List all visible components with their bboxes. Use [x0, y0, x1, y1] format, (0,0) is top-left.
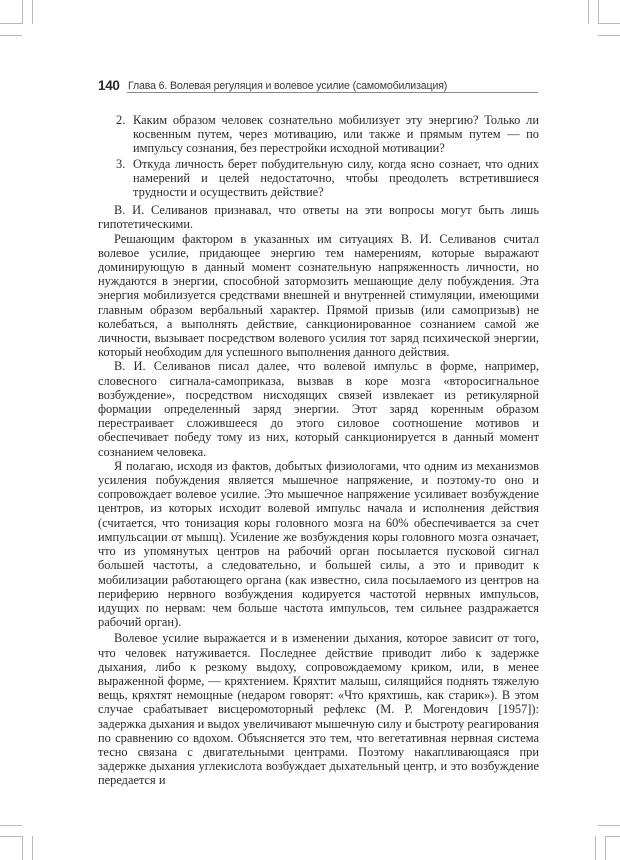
crop-mark-bottom-left-v2	[32, 836, 33, 860]
crop-mark-top-left-h1	[0, 23, 22, 24]
crop-mark-top-right-v2	[598, 0, 599, 24]
crop-mark-bottom-left-h1	[0, 825, 22, 826]
paragraph: Решающим фактором в указанных им ситуациях В. И. Селиванов считал волевое усилие, придающее энергию тем намерениям, которые выражают доминирующую в данный момент сознательную напряженность личности, но нуждаются в энергии, способной затормозить мешающие делу побуждения. Эта энергия мобилизуется средствами внешней и внутренней стимуляции, имеющими главным образом вербальный характер. Прямой призыв (или самопризыв) не колебаться, а выполнять действие, санкционированное сознанием самой же личности, вызывает посредством волевого усилия тот заряд психической энергии, который необходим для успешного выполнения данного действия.	[98, 231, 539, 360]
page-body	[98, 113, 539, 788]
crop-mark-bottom-right-v1	[595, 836, 596, 860]
crop-mark-top-right-h2	[598, 35, 620, 36]
crop-mark-bottom-left-v1	[22, 836, 23, 860]
page-number: 140	[98, 78, 120, 93]
paragraph: Волевое усилие выражается и в изменении дыхания, которое зависит от того, что человек натуживается. Последнее действие приводит либо к задержке дыхания, либо к резкому выдоху, сопровождаемому криком, или, в менее выраженной форме, — кряхтением. Кряхтит малыш, силящийся поднять тяжелую вещь, кряхтят немощные (недаром говорят: «Что кряхтишь, как старик»). В этом случае срабатывает висцеромоторный рефлекс (М. Р. Могендович [1957]): задержка дыхания и выдох увеличивают мышечную силу и быстроту реагирования по сравнению со вдохом. Объясняется это тем, что вегетативная нервная система тесно связана с двигательными центрами. Поэтому накапливающаяся при задержке дыхания углекислота возбуждает дыхательный центр, и это возбуждение передается и	[98, 631, 539, 788]
crop-mark-top-left-h2	[0, 35, 22, 36]
crop-mark-top-right-v1	[588, 0, 589, 24]
crop-mark-bottom-right-h1	[598, 825, 620, 826]
crop-mark-top-left-v2	[32, 0, 33, 24]
crop-mark-top-left-v1	[22, 0, 23, 24]
crop-mark-top-right-h1	[598, 23, 620, 24]
list-item	[98, 113, 539, 156]
chapter-title: Глава 6. Волевая регуляция и волевое усилие (самомобилизация)	[128, 80, 448, 92]
header-rule	[127, 92, 538, 93]
crop-mark-bottom-right-v2	[605, 836, 606, 860]
list-number: 2.	[116, 113, 126, 127]
list-text: Откуда личность берет побудительную силу, когда ясно сознает, что одних намерений и целей недостаточно, чтобы преодолеть встретившиеся трудности и осуществить действие?	[133, 156, 539, 200]
running-header	[98, 78, 540, 94]
crop-mark-bottom-right-h2	[605, 836, 620, 837]
crop-mark-bottom-left-h2	[0, 836, 22, 837]
paragraph: В. И. Селиванов признавал, что ответы на эти вопросы могут быть лишь гипотетическими.	[98, 203, 539, 232]
list-number: 3.	[116, 156, 126, 171]
paragraph: Я полагаю, исходя из фактов, добытых физиологами, что одним из механизмов усиления побуждения является мышечное напряжение, и поэтому-то оно и сопровождает волевое усилие. Это мышечное напряжение усиливает возбуждение центров, из которых исходит волевой импульс начала и исполнения действия (считается, что тонизация коры головного мозга на 60% обеспечивается за счет импульсации от мышц). Усиление же возбуждения коры головного мозга означает, что из упомянутых центров на рабочий орган посылается пусковой сигнал большей частоты, а следовательно, и большей силы, а это и приводит к мобилизации работающего органа (как известно, сила посылаемого из центров на периферию нервного возбуждения кодируется частотой нервных импульсов, идущих по нервам: чем больше частота импульсов, тем сильнее раздражается рабочий орган).	[98, 458, 539, 630]
list-text: Каким образом человек сознательно мобилизует эту энергию? Только ли косвенным путем, через мотивацию, или также и прямым путем — по импульсу сознания, без перестройки исходной мотивации?	[133, 113, 539, 156]
paragraph: В. И. Селиванов писал далее, что волевой импульс в форме, например, словесного сигнала-самоприказа, вызвав в коре мозга «второсигнальное возбуждение», посредством нисходящих связей извлекает из ретикулярной формации определенный заряд энергии. Этот заряд коренным образом перестраивает сложившееся до этого силовое соотношение мотивов и обеспечивает победу тому из них, который санкционируется в данный момент сознанием человека.	[98, 359, 539, 459]
list-item	[98, 157, 539, 200]
